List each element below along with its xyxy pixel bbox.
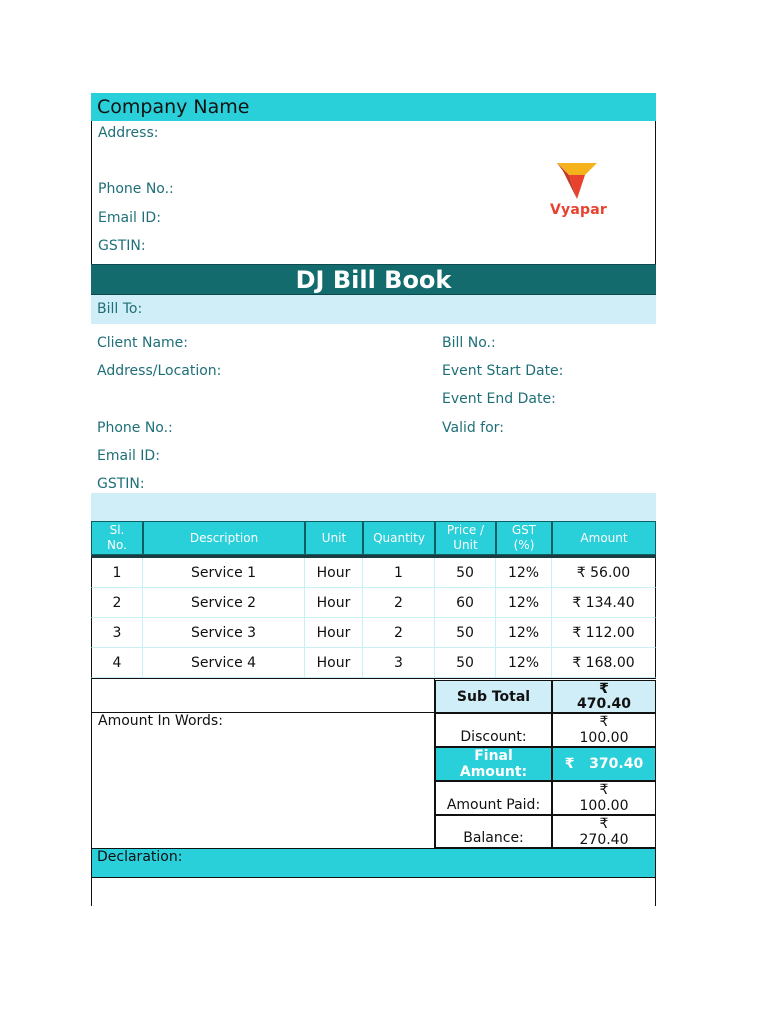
cell-gst: 12% [496,618,552,648]
header-unit: Unit [305,521,363,555]
client-name-label: Client Name: [97,335,188,351]
event-end-date-label: Event End Date: [442,391,556,407]
balance-value: ₹ 270.40 [552,815,656,848]
cell-price: 50 [435,648,496,678]
cell-sl-no: 3 [91,618,143,648]
balance-label: Balance: [435,815,552,848]
final-amount-value: ₹ 370.40 [552,747,656,781]
client-email-label: Email ID: [97,448,160,464]
discount-label: Discount: [435,713,552,747]
cell-price: 50 [435,618,496,648]
spacer-bar [91,493,656,521]
cell-price: 60 [435,588,496,618]
cell-unit: Hour [305,558,363,588]
document-title: DJ Bill Book [295,266,452,294]
company-name: Company Name [97,96,250,118]
amount-paid-label: Amount Paid: [435,781,552,815]
cell-quantity: 2 [363,618,435,648]
header-description: Description [143,521,305,555]
company-phone-label: Phone No.: [98,181,174,197]
amount-paid-value: ₹ 100.00 [552,781,656,815]
amount-in-words-box [91,713,435,848]
cell-amount: ₹ 134.40 [552,588,656,618]
event-start-date-label: Event Start Date: [442,363,564,379]
cell-description: Service 1 [143,558,305,588]
company-details-box [91,121,656,264]
subtotal-label: Sub Total [435,680,552,713]
vyapar-logo-text: Vyapar [550,202,607,218]
header-gst: GST (%) [496,521,552,555]
header-price-per-unit: Price / Unit [435,521,496,555]
vyapar-logo-icon [555,161,599,201]
company-address-label: Address: [98,125,159,141]
final-amount-label: Final Amount: [435,747,552,781]
cell-amount: ₹ 56.00 [552,558,656,588]
header-sl-no: Sl. No. [91,521,143,555]
declaration-box [91,878,656,906]
discount-value: ₹ 100.00 [552,713,656,747]
declaration-bar [91,848,656,878]
header-amount: Amount [552,521,656,555]
bill-no-label: Bill No.: [442,335,496,351]
bill-to-heading: Bill To: [97,301,143,317]
cell-unit: Hour [305,618,363,648]
client-gstin-label: GSTIN: [97,476,145,492]
company-gstin-label: GSTIN: [98,238,146,254]
document-title-bar [91,264,656,295]
cell-sl-no: 2 [91,588,143,618]
subtotal-value: ₹ 470.40 [552,680,656,713]
cell-quantity: 3 [363,648,435,678]
cell-description: Service 4 [143,648,305,678]
cell-quantity: 1 [363,558,435,588]
cell-sl-no: 1 [91,558,143,588]
cell-unit: Hour [305,648,363,678]
header-quantity: Quantity [363,521,435,555]
company-email-label: Email ID: [98,210,161,226]
cell-gst: 12% [496,588,552,618]
cell-amount: ₹ 168.00 [552,648,656,678]
cell-price: 50 [435,558,496,588]
declaration-label: Declaration: [97,849,183,865]
bill-to-bar [91,295,656,324]
cell-amount: ₹ 112.00 [552,618,656,648]
bill-sheet [91,93,656,906]
amount-in-words-label: Amount In Words: [98,713,223,729]
client-phone-label: Phone No.: [97,420,173,436]
cell-gst: 12% [496,648,552,678]
cell-description: Service 2 [143,588,305,618]
client-address-label: Address/Location: [97,363,222,379]
subtotal-left-spacer [91,678,435,713]
cell-sl-no: 4 [91,648,143,678]
valid-for-label: Valid for: [442,420,504,436]
cell-gst: 12% [496,558,552,588]
cell-description: Service 3 [143,618,305,648]
cell-quantity: 2 [363,588,435,618]
cell-unit: Hour [305,588,363,618]
company-name-bar [91,93,656,121]
